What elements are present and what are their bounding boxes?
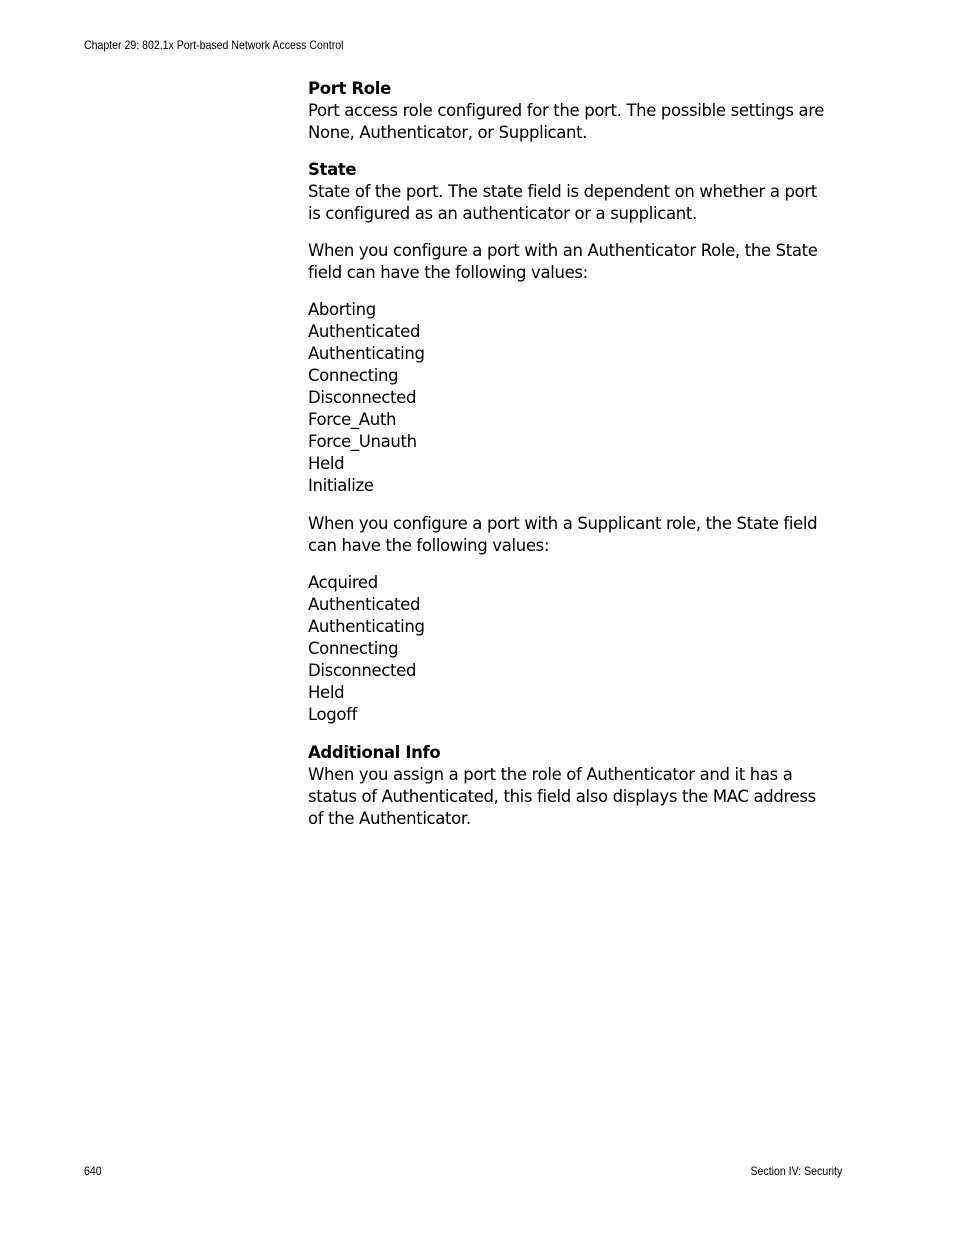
- list-item: Initialize: [308, 476, 374, 495]
- list-item: Held: [308, 454, 345, 473]
- list-item: Disconnected: [308, 661, 417, 680]
- list-item: Connecting: [308, 639, 399, 658]
- state-description: State of the port. The state field is dependent on whether a port is configured as an authenticator or a supplicant.: [308, 182, 817, 223]
- port-role-heading: Port Role: [308, 79, 391, 98]
- state-section: [308, 159, 828, 726]
- list-item: Logoff: [308, 705, 358, 724]
- list-item: Authenticating: [308, 344, 425, 363]
- running-header: Chapter 29: 802.1x Port-based Network Access Control: [84, 38, 344, 52]
- list-item: Aborting: [308, 300, 376, 319]
- port-role-description: Port access role configured for the port. The possible settings are None, Authenticator, or Supplicant.: [308, 101, 825, 142]
- document-body: [308, 78, 828, 845]
- list-item: Held: [308, 683, 345, 702]
- authenticator-state-list: [308, 299, 828, 497]
- footer-section-label: Section IV: Security: [750, 1164, 842, 1178]
- state-heading: State: [308, 160, 357, 179]
- list-item: Authenticating: [308, 617, 425, 636]
- list-item: Force_Unauth: [308, 432, 417, 451]
- list-item: Disconnected: [308, 388, 417, 407]
- port-role-section: [308, 78, 828, 144]
- supplicant-state-list: [308, 572, 828, 726]
- list-item: Connecting: [308, 366, 399, 385]
- list-item: Authenticated: [308, 322, 421, 341]
- additional-info-heading: Additional Info: [308, 743, 441, 762]
- additional-info-section: [308, 742, 828, 830]
- additional-info-description: When you assign a port the role of Authenticator and it has a status of Authenticated, this field also displays the MAC address of the Authenticator.: [308, 765, 816, 828]
- list-item: Authenticated: [308, 595, 421, 614]
- authenticator-intro: When you configure a port with an Authenticator Role, the State field can have the following values:: [308, 241, 818, 282]
- list-item: Acquired: [308, 573, 378, 592]
- page-number: 640: [84, 1164, 102, 1178]
- list-item: Force_Auth: [308, 410, 397, 429]
- supplicant-intro: When you configure a port with a Supplicant role, the State field can have the following values:: [308, 514, 818, 555]
